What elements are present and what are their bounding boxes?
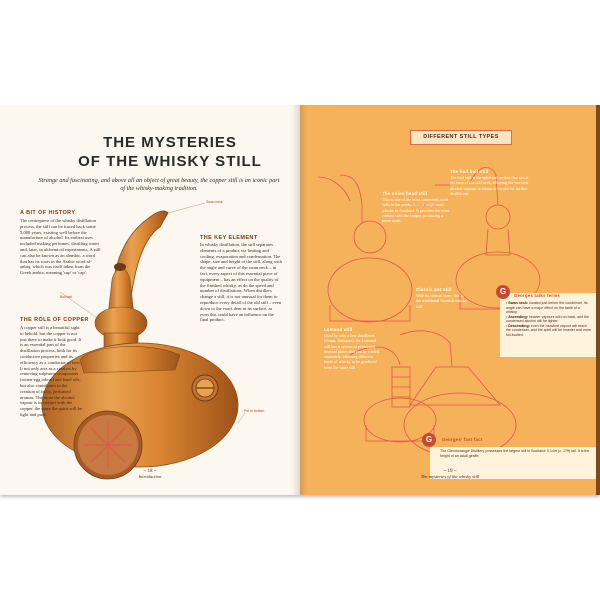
- label-pot: Pot or bottom: [244, 409, 265, 413]
- label-swan-neck: Swan neck: [206, 200, 223, 204]
- term-item: • Ascending: heavier vapours will run back, and the condensed alcohol will be lighter.: [506, 314, 590, 323]
- right-page: [300, 105, 600, 495]
- fast-fact-title: Georges' fast fact: [442, 437, 483, 442]
- copper-text: A copper still is a beautiful sight to behold, but the copper is not just there to make it look good. It is an essential part of the distillation process, both for its conductive properties and its efficiency as a conductor of heat. It not only acts as a catalyst by removing sulphuric compounds (rotten-egg odour) and fusel oils, but also contributes to the creation of fruity, perfumed aromas. The more the alcohol vapour is in contact with the copper, the more the spirit will be light and pure.: [20, 325, 82, 417]
- lomond-still-heading: Lomond still: [324, 327, 353, 332]
- title-line-2: OF THE WHISKY STILL: [78, 153, 262, 170]
- boil-ball-still-heading: The boil ball still: [450, 169, 489, 174]
- boil-ball-still-text: The boil ball is the spherical section that sits at the base of the still neck, allowing the heaviest alcohol vapours to return to the pot for further distillation.: [450, 175, 529, 196]
- term-item: • Swan neck: located just before the condenser, its angle can have a major effect on the taste of a whisky.: [506, 301, 588, 314]
- intro-paragraph: Strange and fascinating, and above all an object of great beauty, the copper still is an iconic part of the whisky-making tradition.: [38, 177, 280, 192]
- section-name-right: The mysteries of the whisky still: [420, 474, 480, 479]
- terms-list: [506, 301, 592, 337]
- left-page: [0, 105, 300, 495]
- history-text: The centrepiece of the whisky distillation process, the still can be traced back some 5,000 years, existing well before the manufacture of alcohol. Its earliest uses included making perfumes, distilling water and, later, in alchemical experiments. A still can also be known as an alembic, a word that has its roots in the Arabic word al-anbiq, which was itself taken from the Greek ambix, meaning 'cup' or 'cap'.: [20, 218, 101, 276]
- page-number-right: ~ 19 ~: [443, 469, 457, 474]
- section-name-left: Introduction: [138, 474, 162, 479]
- key-element-text: In whisky distillation, the still separates elements of a product via heating and cooling, evaporation and condensation. The shape, size and height of the still, along with the angle and curve of the swan neck – in fact, every aspect of this essential piece of equipment – has an effect on the quality of the finished whisky, as do the speed and number of distillations. When distillers change a still, it is not unusual for them to reproduce every detail of the old still – even down to the exact dent in its surface, as even this could have an influence on the final product.: [200, 242, 282, 323]
- term-item: • Descending: even the heaviest vapour will reach the condenser, and the spirit will be heavier and more full-bodied.: [506, 323, 592, 337]
- classic-pot-still-heading: Classic pot still: [416, 287, 452, 292]
- copper-heading: THE ROLE OF COPPER: [20, 317, 89, 323]
- book-spread: [0, 105, 600, 495]
- fast-fact-text: The Glenmorangie Distillery possesses the largest still in Scotland: 5.14m (c. 17ft) tall. It is the height of an adult giraffe.: [440, 449, 590, 458]
- title-line-1: THE MYSTERIES: [103, 134, 237, 151]
- page-title: [60, 133, 280, 171]
- folio-left: [90, 469, 210, 479]
- still-types-title: DIFFERENT STILL TYPES: [410, 130, 512, 145]
- lomond-still-text: Used by only a few distilleries (Scapa, Dalmore), the Lomond still has a system of perforated internal plates that can be cooled separately, allowing different kinds of whisky to be produced from the same still.: [324, 333, 379, 370]
- georges-badge-terms: G: [496, 285, 510, 299]
- book-gutter: [292, 105, 308, 495]
- onion-head-still-text: This is one of the most commonly used stills in the production of single malt whisky in Scotland. It provides the most contact with the copper, producing a purer spirit.: [382, 197, 450, 224]
- history-heading: A BIT OF HISTORY: [20, 210, 76, 216]
- folio-right: [390, 469, 510, 479]
- key-element-heading: THE KEY ELEMENT: [200, 235, 258, 241]
- classic-pot-still-text: With its conical form, this is the traditional Scottish whisky still.: [416, 293, 468, 309]
- georges-badge-fact: G: [422, 433, 436, 447]
- onion-head-still-heading: The onion head still: [382, 191, 428, 196]
- label-boil-ball: Boil ball: [60, 295, 72, 299]
- page-number-left: ~ 18 ~: [143, 469, 157, 474]
- terms-title: Georges talks terms: [514, 293, 560, 298]
